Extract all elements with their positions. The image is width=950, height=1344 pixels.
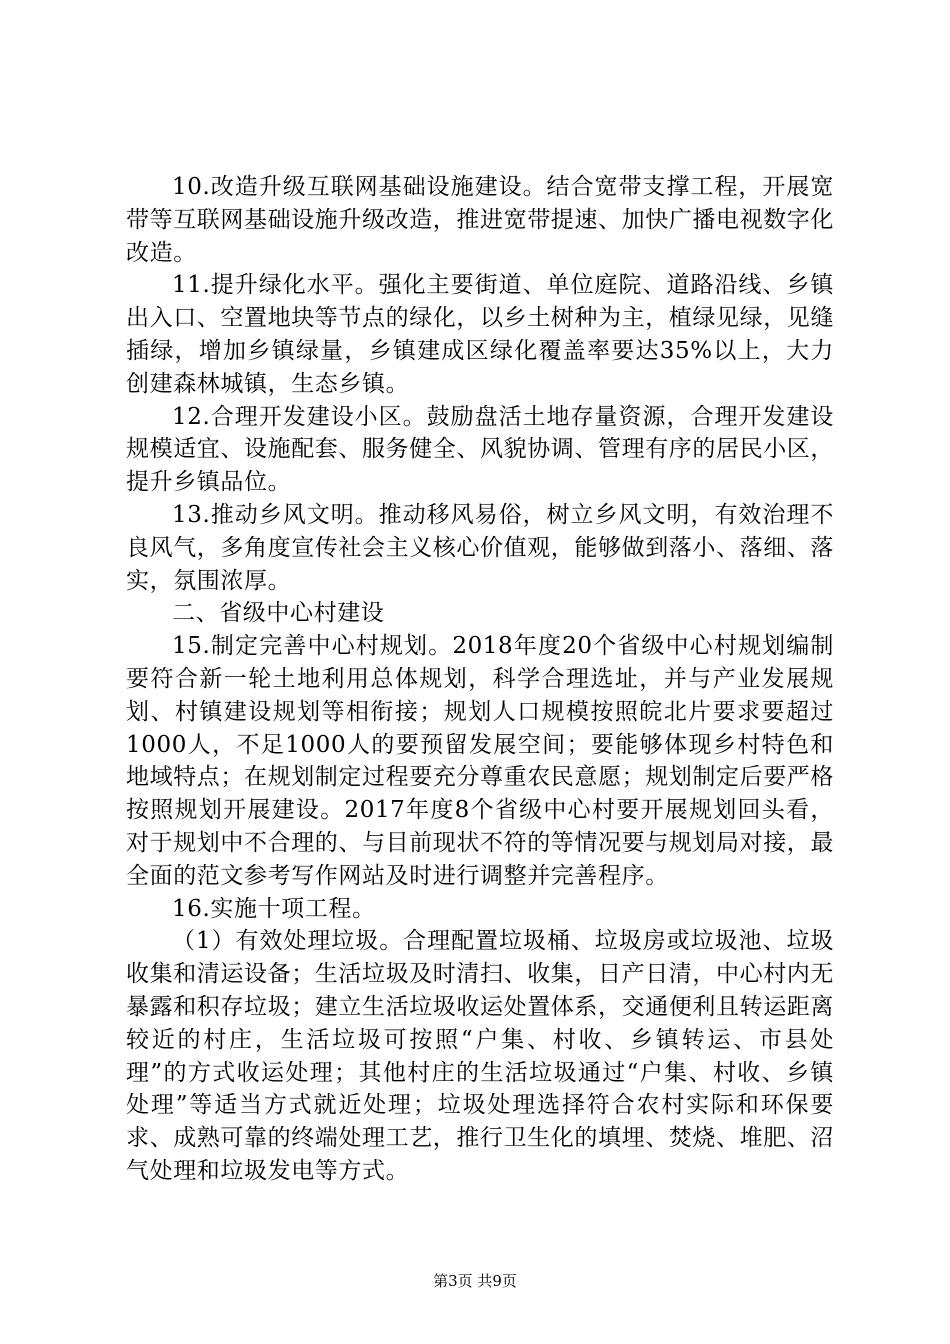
section-heading: 二、省级中心村建设 bbox=[172, 600, 385, 627]
paragraph-subitem-1: （1）有效处理垃圾。合理配置垃圾桶、垃圾房或垃圾池、垃圾收集和清运设备；生活垃圾及时清扫、收集，日产日清，中心村内无暴露和积存垃圾；建立生活垃圾收运处置体系，交通便利且转运距离较近的村庄，生活垃圾可按照“户集、村收、乡镇转运、市县处理”的方式收运处理；其他村庄的生活垃圾通过“户集、村收、乡镇处理”等适当方式就近处理；垃圾处理选择符合农村实际和环保要求、成熟可靠的终端处理工艺，推行卫生化的填埋、焚烧、堆肥、沼气处理和垃圾发电等方式。 bbox=[126, 928, 834, 1184]
paragraph-item-12: 12.合理开发建设小区。鼓励盘活土地存量资源，合理开发建设规模适宜、设施配套、服务健全、风貌协调、管理有序的居民小区，提升乡镇品位。 bbox=[126, 403, 834, 496]
paragraph-item-10: 10.改造升级互联网基础设施建设。结合宽带支撑工程，开展宽带等互联网基础设施升级改造，推进宽带提速、加快广播电视数字化改造。 bbox=[126, 174, 834, 266]
paragraph-item-11: 11.提升绿化水平。强化主要街道、单位庭院、道路沿线、乡镇出入口、空置地块等节点的绿化，以乡土树种为主，植绿见绿，见缝插绿，增加乡镇绿量，乡镇建成区绿化覆盖率要达35%以上，大力创建森林城镇，生态乡镇。 bbox=[126, 272, 834, 397]
document-body bbox=[126, 171, 834, 1188]
paragraph-item-13: 13.推动乡风文明。推动移风易俗，树立乡风文明，有效治理不良风气，多角度宣传社会主义核心价值观，能够做到落小、落细、落实，氛围浓厚。 bbox=[126, 501, 834, 594]
paragraph-item-15: 15.制定完善中心村规划。2018年度20个省级中心村规划编制要符合新一轮土地利用总体规划，科学合理选址，并与产业发展规划、村镇建设规划等相衔接；规划人口规模按照皖北片要求要超过1000人，不足1000人的要预留发展空间；要能够体现乡村特色和地域特点；在规划制定过程要充分尊重农民意愿；规划制定后要严格按照规划开展建设。2017年度8个省级中心村要开展规划回头看，对于规划中不合理的、与目前现状不符的等情况要与规划局对接，最全面的范文参考写作网站及时进行调整并完善程序。 bbox=[126, 633, 834, 889]
paragraph-item-16: 16.实施十项工程。 bbox=[172, 895, 376, 922]
page-number-footer: 第3页 共9页 bbox=[433, 1272, 517, 1290]
